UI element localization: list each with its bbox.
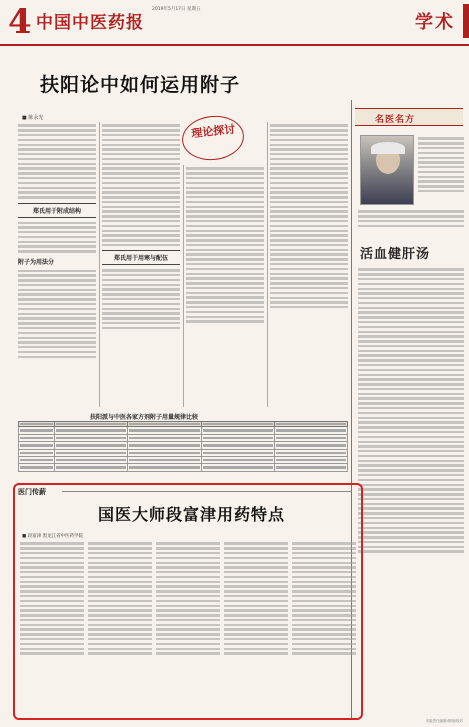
- page-number: 4: [8, 2, 32, 42]
- article-column-3: [186, 165, 264, 407]
- column-tag: 医门传薪: [18, 488, 46, 496]
- article-headline: 扶阳论中如何运用附子: [40, 74, 241, 96]
- subhead-2: 附子为用法分: [18, 258, 55, 266]
- section-bar: [463, 4, 469, 38]
- portrait-bio: [358, 208, 464, 238]
- newspaper-name: 中国中医药报: [36, 13, 144, 33]
- table-row: [19, 464, 348, 471]
- column-divider: [267, 122, 268, 407]
- column-divider: [99, 122, 100, 407]
- sidebar-header: [355, 108, 463, 126]
- article2-column-2: [88, 540, 152, 715]
- article2-column-5: [292, 540, 356, 715]
- comparison-table: [18, 421, 348, 472]
- column-divider: [183, 165, 184, 407]
- recipe-title: 活血健肝汤: [360, 247, 431, 262]
- sidebar-header-label: 名医名方: [375, 115, 416, 125]
- section-stamp: [180, 113, 246, 163]
- table-row: [19, 434, 348, 441]
- stamp-text: 理论探讨: [190, 122, 236, 141]
- section-name: 学术: [415, 12, 455, 33]
- recipe-text: [358, 266, 464, 711]
- article2-column-4: [224, 540, 288, 715]
- table-row: [19, 456, 348, 463]
- table-title: 扶阳派与中医各家方剂附子用量规律比较: [90, 414, 199, 421]
- article-column-1: [18, 122, 96, 407]
- tag-rule: [62, 491, 352, 492]
- article2-byline: ■ 段富津 黑龙江省中医药学院: [22, 534, 84, 539]
- doctor-portrait: [360, 135, 414, 205]
- table-row: [19, 442, 348, 449]
- article2-column-1: [20, 540, 84, 715]
- article2-headline: 国医大师段富津用药特点: [98, 505, 286, 524]
- subhead-3: 郑氏用于用寒与配伍: [102, 250, 180, 265]
- article-column-4: [270, 122, 348, 407]
- article2-column-3: [156, 540, 220, 715]
- article-column-2: [102, 122, 180, 407]
- masthead: [0, 0, 469, 46]
- issue-info: 2019年5月17日 星期五: [152, 7, 201, 12]
- footer-note: 本版责任编辑/排版/校对: [425, 719, 463, 723]
- article-byline: ■ 陈永光: [22, 115, 44, 121]
- subhead-1: 郑氏用于附成结构: [18, 203, 96, 218]
- table-row: [19, 427, 348, 434]
- table-row: [19, 449, 348, 456]
